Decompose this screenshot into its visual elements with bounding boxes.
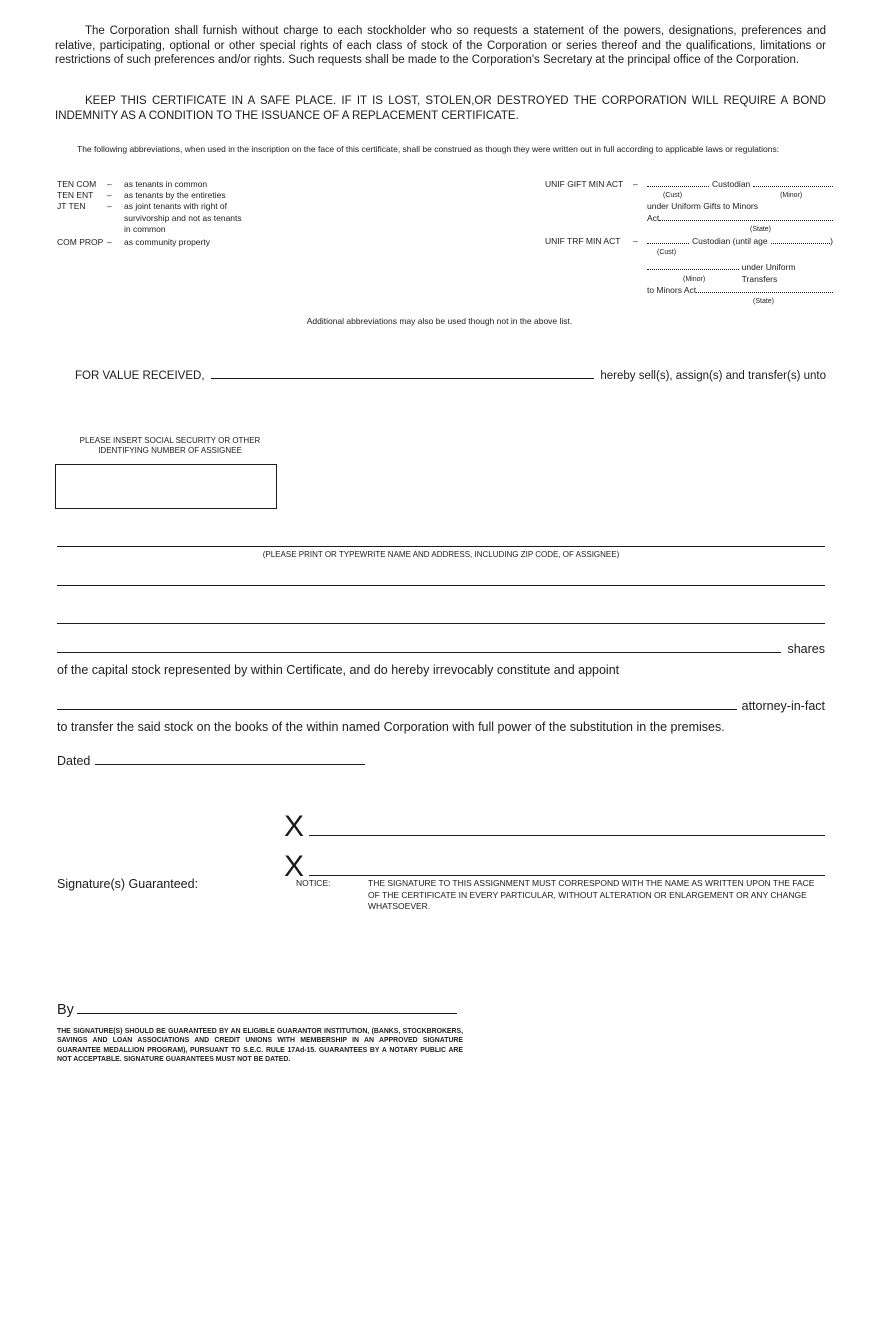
print-typewrite-caption: (PLEASE PRINT OR TYPEWRITE NAME AND ADDRESS, INCLUDING ZIP CODE, OF ASSIGNEE) (262, 550, 620, 559)
shares-label: shares (787, 642, 825, 656)
abbrev-code: TEN ENT (57, 190, 94, 201)
ssn-label-line1: PLEASE INSERT SOCIAL SECURITY OR OTHER (79, 436, 261, 445)
gift-state-caption-row (545, 224, 833, 235)
ssn-label (57, 436, 283, 456)
abbrev-dash: – (107, 190, 112, 201)
abbrev-row-com-prop (57, 237, 297, 248)
unif-gift-row (545, 179, 833, 190)
abbrev-code: COM PROP (57, 237, 104, 248)
gift-state-blank[interactable] (659, 213, 833, 221)
gift-minor-caption: (Minor) (780, 192, 803, 200)
gift-captions-row (545, 190, 833, 201)
notice-block (296, 878, 825, 913)
signature-line-2[interactable] (309, 865, 825, 876)
abbrev-row-jt-ten-cont (57, 213, 297, 224)
signatures-guaranteed-label: Signature(s) Guaranteed: (57, 877, 199, 891)
abbrev-row-ten-ent (57, 190, 297, 201)
by-row (57, 1002, 457, 1018)
abbrev-desc: as tenants in common (124, 179, 208, 189)
abbrev-dash: – (107, 179, 112, 189)
shares-count-blank[interactable] (57, 643, 781, 653)
trf-age-blank[interactable] (771, 236, 831, 244)
attorney-in-fact-label: attorney-in-fact (741, 699, 825, 713)
trf-custodian-until-text: Custodian (until age (692, 235, 768, 246)
signature-line-1[interactable] (309, 825, 825, 836)
trf-state-caption-row (545, 296, 833, 307)
abbrev-dash: – (107, 201, 112, 212)
for-value-received-label: FOR VALUE RECEIVED, (75, 370, 205, 382)
trf-under-transfers-text: under Uniform Transfers (741, 262, 796, 284)
trf-to-minors-text: to Minors Act (647, 284, 697, 295)
abbrev-row-ten-com (57, 179, 297, 190)
trf-close-paren: ) (830, 235, 833, 246)
furnish-statement-paragraph: The Corporation shall furnish without charge to each stockholder who so requests a statement of the powers, designations, preferences and relative, participating, optional or other special rights of each class of stock of the Corporation or series thereof and the qualifications, limitations or restrictions of such preferences and/or rights. Such requests shall be made to the Corporation's Secretary at the principal office of the Corporation. (55, 25, 826, 67)
abbrev-row-jt-ten (57, 201, 297, 212)
abbrev-desc: as tenants by the entireties (124, 190, 226, 201)
trf-custodian-name-blank[interactable] (647, 236, 689, 244)
abbrev-desc: as community property (124, 237, 210, 248)
for-value-received-row (75, 369, 826, 384)
attorney-row (57, 698, 825, 714)
assignor-name-blank[interactable] (211, 369, 595, 379)
x-mark-1: X (284, 810, 306, 843)
assignee-address-line-2[interactable] (57, 623, 825, 624)
gift-custodian-word: Custodian (712, 179, 751, 189)
gift-minor-name-blank[interactable] (753, 179, 833, 187)
unif-trf-row (545, 236, 833, 247)
capital-stock-text: of the capital stock represented by within Certificate, and do hereby irrevocably constitute and appoint (57, 663, 620, 677)
trf-cust-caption: (Cust) (657, 249, 677, 257)
additional-abbreviations-note: Additional abbreviations may also be used though not in the above list. (306, 316, 573, 326)
gift-under-uniform-text: under Uniform Gifts to Minors (647, 201, 759, 212)
gift-cust-caption: (Cust) (663, 192, 683, 200)
ssn-input-box[interactable] (55, 464, 277, 509)
guarantor-signature-blank[interactable] (77, 1004, 457, 1014)
abbrev-desc: as joint tenants with right of (124, 201, 228, 212)
abbrev-code: TEN COM (57, 179, 97, 189)
gift-custodian-name-blank[interactable] (647, 179, 709, 187)
hereby-sell-text: hereby sell(s), assign(s) and transfer(s) unto (600, 370, 826, 382)
dated-label: Dated (57, 754, 91, 768)
by-label: By (57, 1002, 74, 1018)
signature-row-1 (284, 812, 825, 842)
unif-trf-dash: – (633, 235, 638, 246)
notice-text: THE SIGNATURE TO THIS ASSIGNMENT MUST CORRESPOND WITH THE NAME AS WRITTEN UPON THE FACE OF THE CERTIFICATE IN EVERY PARTICULAR, WITHOUT ALTERATION OR ENLARGEMENT OR ANY CHANGE WHATSOEVER. (368, 878, 815, 911)
assignee-name-line[interactable] (57, 546, 825, 547)
assignee-address-line-1[interactable] (57, 585, 825, 586)
guarantor-eligibility-note: THE SIGNATURE(S) SHOULD BE GUARANTEED BY AN ELIGIBLE GUARANTOR INSTITUTION, (BANKS, STOCKBROKERS, SAVINGS AND LOAN ASSOCIATIONS AND CREDIT UNIONS WITH MEMBERSHIP IN AN APPROVED SIGNATURE GUARANTEE MEDALLION PROGRAM), PURSUANT TO S.E.C. RULE 17Ad-15. GUARANTEES BY A NOTARY PUBLIC ARE NOT ACCEPTABLE. SIGNATURE GUARANTEES MUST NOT BE DATED. (57, 1028, 463, 1063)
trf-state-caption: (State) (753, 297, 775, 305)
gift-state-caption: (State) (750, 225, 772, 233)
gift-act-row (545, 213, 833, 224)
x-mark-2: X (284, 850, 306, 883)
notice-label: NOTICE: (296, 878, 331, 888)
abbrev-desc: survivorship and not as tenants (124, 212, 242, 223)
trf-cust-caption-row (545, 247, 833, 258)
dated-row (57, 753, 365, 769)
date-blank[interactable] (95, 755, 365, 765)
unif-trf-label: UNIF TRF MIN ACT (545, 235, 621, 246)
shares-row (57, 641, 825, 657)
keep-certificate-warning: KEEP THIS CERTIFICATE IN A SAFE PLACE. IF IT IS LOST, STOLEN,OR DESTROYED THE CORPORATION WILL REQUIRE A BOND INDEMNITY AS A CONDITION TO THE ISSUANCE OF A REPLACEMENT CERTIFICATE. (55, 95, 826, 122)
trf-minor-caption: (Minor) (683, 275, 706, 283)
abbreviations-intro: The following abbreviations, when used in the inscription on the face of this certificate, shall be construed as though they were written out in full according to applicable laws or regulations: (77, 144, 780, 154)
ssn-label-line2: IDENTIFYING NUMBER OF ASSIGNEE (98, 446, 242, 455)
trf-state-blank[interactable] (696, 285, 833, 293)
unif-gift-label: UNIF GIFT MIN ACT (545, 179, 624, 189)
gift-under-uniform-row (545, 201, 833, 212)
trf-minor-name-blank[interactable] (647, 262, 739, 270)
trf-to-minors-row (545, 285, 833, 296)
unif-gift-dash: – (633, 179, 638, 189)
abbreviations-left-column (57, 179, 297, 248)
abbrev-row-jt-ten-cont2 (57, 224, 297, 235)
abbrev-desc: in common (124, 223, 166, 234)
uniform-acts-column (545, 179, 833, 307)
abbrev-code: JT TEN (57, 201, 86, 212)
attorney-name-blank[interactable] (57, 700, 737, 710)
transfer-stock-text: to transfer the said stock on the books of the within named Corporation with full power of the substitution in the premises. (57, 720, 725, 734)
abbrev-dash: – (107, 237, 112, 248)
gift-act-word: Act (647, 212, 660, 223)
